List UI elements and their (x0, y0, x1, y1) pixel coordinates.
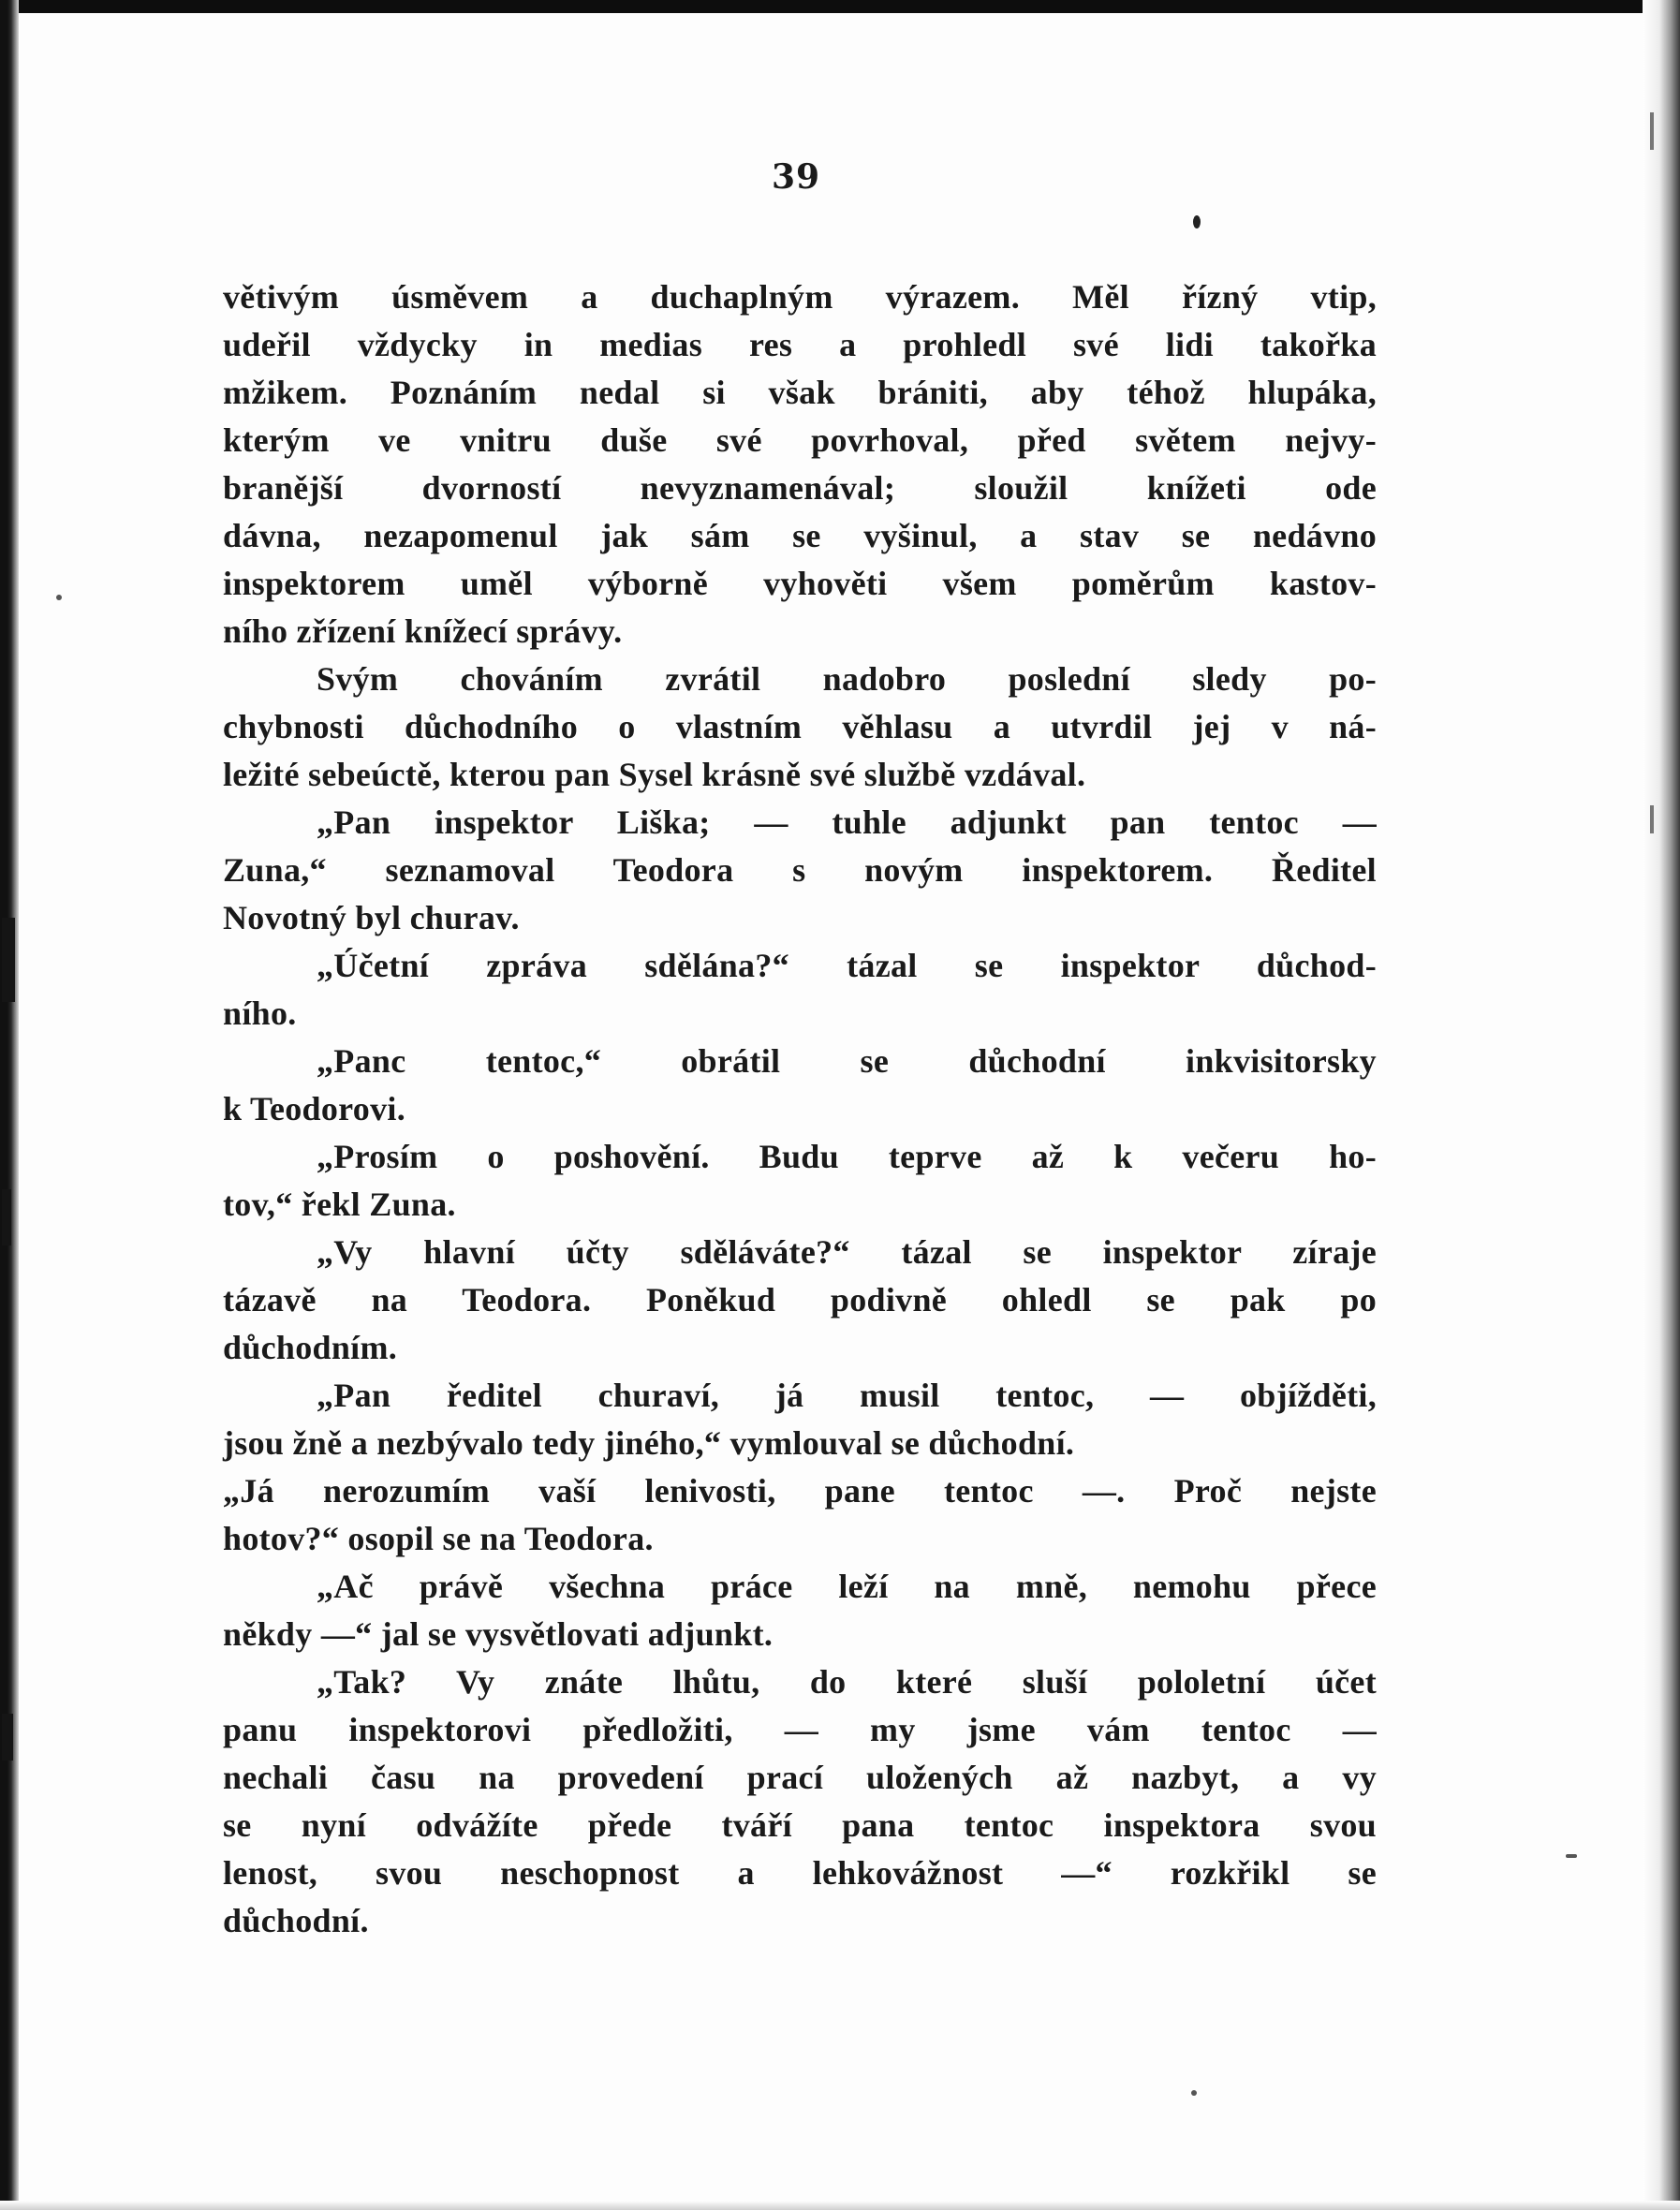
scan-edge-right (1643, 0, 1680, 2210)
text-line: mžikem. Poznáním nedal si však brániti, aby téhož hlupáka, (223, 374, 1377, 411)
text-line: hotov?“ osopil se na Teodora. (223, 1520, 654, 1557)
text-line: se nyní odvážíte přede tváří pana tentoc inspektora svou (223, 1806, 1377, 1844)
text-line: tázavě na Teodora. Poněkud podivně ohledl se pak po (223, 1281, 1377, 1319)
text-line: „Vy hlavní účty sděláváte?“ tázal se inspektor zíraje (317, 1233, 1377, 1271)
scan-artifact-mark (2, 918, 15, 1002)
text-line: větivým úsměvem a duchaplným výrazem. Měl řízný vtip, (223, 278, 1377, 316)
text-line: „Ač právě všechna práce leží na mně, nemohu přece (317, 1568, 1377, 1605)
body-text (223, 273, 1377, 1945)
scan-edge-bottom (0, 2201, 1680, 2210)
text-line: důchodním. (223, 1329, 398, 1366)
text-line: lenost, svou neschopnost a lehkovážnost —“ rozkřikl se (223, 1854, 1377, 1892)
text-line: ležité sebeúctě, kterou pan Sysel krásně své službě vzdával. (223, 756, 1086, 793)
text-line: „Prosím o poshovění. Budu teprve až k večeru ho- (317, 1138, 1377, 1175)
text-line: k Teodorovi. (223, 1090, 406, 1127)
text-line: ního. (223, 994, 297, 1032)
text-line: nechali času na provedení prací uložených až nazbyt, a vy (223, 1759, 1377, 1796)
text-line: důchodní. (223, 1902, 369, 1939)
text-line: panu inspektorovi předložiti, — my jsme vám tentoc — (223, 1711, 1377, 1748)
text-line: „Tak? Vy znáte lhůtu, do které sluší pololetní účet (317, 1663, 1377, 1701)
text-line: jsou žně a nezbývalo tedy jiného,“ vymlouval se důchodní. (223, 1424, 1075, 1462)
text-line: někdy —“ jal se vysvětlovati adjunkt. (223, 1615, 774, 1653)
text-line: chybnosti důchodního o vlastním věhlasu a utvrdil jej v ná- (223, 708, 1377, 745)
text-line: branější dvorností nevyznamenával; sloužil knížeti ode (223, 469, 1377, 507)
scan-edge-left (0, 0, 19, 2210)
text-line: „Já nerozumím vaší lenivosti, pane tentoc —. Proč nejste (223, 1472, 1377, 1510)
text-line: kterým ve vnitru duše své povrhoval, před světem nejvy- (223, 421, 1377, 459)
scan-artifact-speck (1191, 2090, 1197, 2096)
text-line: „Panc tentoc,“ obrátil se důchodní inkvisitorsky (317, 1042, 1377, 1080)
text-line: Zuna,“ seznamoval Teodora s novým inspektorem. Ředitel (223, 851, 1377, 889)
scan-edge-top (0, 0, 1680, 13)
text-line: Novotný byl churav. (223, 899, 520, 936)
scan-artifact-speck (1650, 112, 1654, 150)
text-line: udeřil vždycky in medias res a prohledl své lidi takořka (223, 326, 1377, 363)
scan-artifact-speck (1650, 805, 1654, 833)
scan-artifact-speck (1566, 1854, 1577, 1858)
scan-artifact-mark (2, 1189, 11, 1245)
scan-artifact-speck (1193, 215, 1201, 228)
text-line: tov,“ řekl Zuna. (223, 1186, 456, 1223)
scan-artifact-speck (56, 595, 62, 600)
page-number: 39 (771, 157, 821, 197)
text-line: „Pan ředitel churaví, já musil tentoc, — objížděti, (317, 1377, 1377, 1414)
text-line: ního zřízení knížecí správy. (223, 612, 623, 650)
text-line: dávna, nezapomenul jak sám se vyšinul, a stav se nedávno (223, 517, 1377, 554)
text-line: inspektorem uměl výborně vyhověti všem poměrům kastov- (223, 565, 1377, 602)
text-line: Svým chováním zvrátil nadobro poslední sledy po- (317, 660, 1377, 698)
text-line: „Pan inspektor Liška; — tuhle adjunkt pan tentoc — (317, 803, 1377, 841)
text-line: „Účetní zpráva sdělána?“ tázal se inspektor důchod- (317, 947, 1377, 984)
scan-artifact-mark (2, 1714, 13, 1761)
